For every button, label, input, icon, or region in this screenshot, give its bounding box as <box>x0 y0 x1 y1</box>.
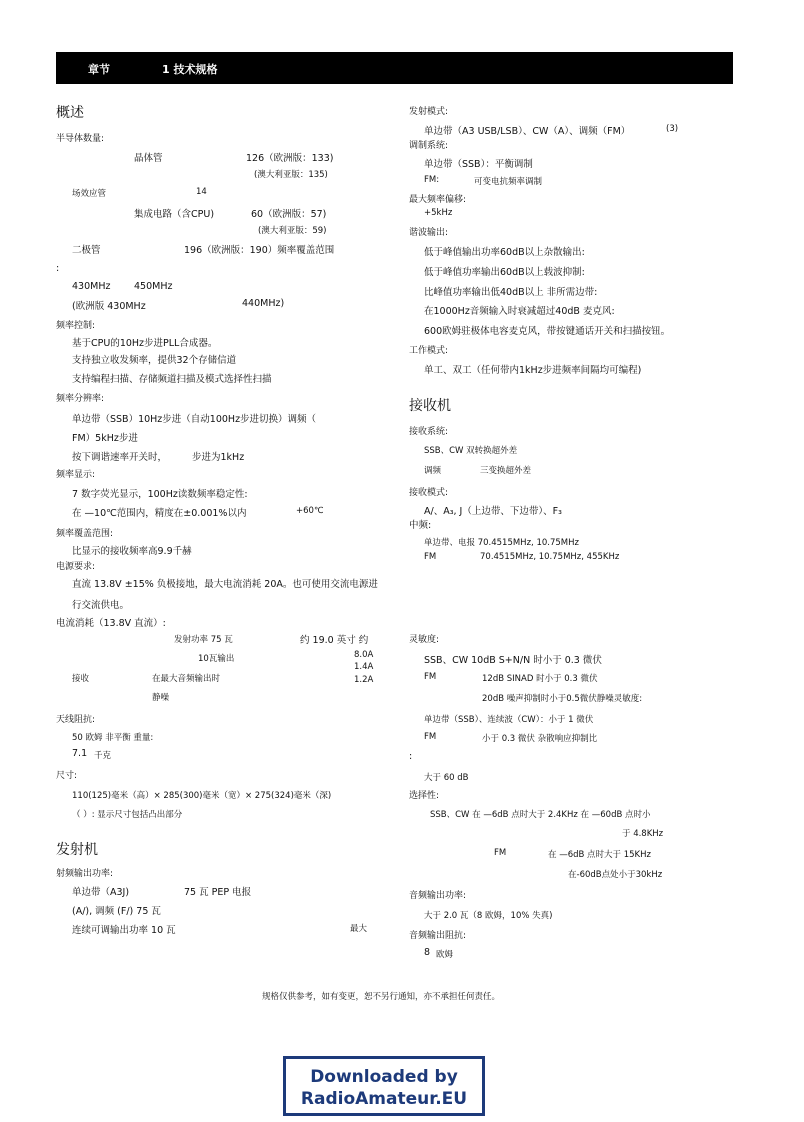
current-quiet: 静噪 <box>152 693 170 703</box>
rx-mode-1: A/、A₃, J（上边带、下边带）、F₃ <box>424 506 562 517</box>
if-1: 单边带、电报 70.4515MHz, 10.75MHz <box>424 538 579 548</box>
modulation-1: 单边带（SSB）：平衡调制 <box>424 159 533 170</box>
op-mode-label: 工作模式: <box>409 346 449 356</box>
selectivity-4: 在-60dB点处小于30kHz <box>568 870 663 880</box>
spurious-1: 低于峰值输出功率60dB以上杂散输出: <box>424 247 585 258</box>
selectivity-1: SSB、CW 在 —6dB 点时大于 2.4KHz 在 —60dB 点时小 <box>430 810 651 820</box>
deviation-1: +5kHz <box>424 208 453 218</box>
power-2: 行交流供电。 <box>72 600 130 611</box>
af-power-1: 大于 2.0 瓦（8 欧姆，10% 失真) <box>424 911 553 921</box>
size-label: 尺寸: <box>56 771 78 781</box>
spurious-4: 在1000Hz音频输入时衰减超过40dB 麦克风: <box>424 306 615 317</box>
selectivity-2: 于 4.8KHz <box>622 829 664 839</box>
af-impedance-unit: 欧姆 <box>436 950 454 960</box>
ic-aus: (澳大利亚版：59) <box>258 226 327 236</box>
display-label: 频率显示: <box>56 470 96 480</box>
rf-output-3b: 最大 <box>350 924 368 934</box>
freq-eu-upper: 440MHz) <box>242 298 285 309</box>
sensitivity-5: FM <box>424 732 437 742</box>
chapter-title: 1 技术规格 <box>162 63 218 76</box>
af-impedance-label: 音频输出阻抗: <box>409 931 467 941</box>
diode-label: 二极管 <box>72 245 101 256</box>
deviation-label: 最大频率偏移: <box>409 195 467 205</box>
sensitivity-5b: 小于 0.3 微伏 杂散响应抑制比 <box>482 734 598 744</box>
rx-colon: : <box>409 751 413 762</box>
sensitivity-label: 灵敏度: <box>409 635 440 645</box>
spurious-label: 谐波输出: <box>409 228 449 238</box>
tx-mode-1: 单边带（A3 USB/LSB）、CW（A）、调频（FM） <box>424 126 631 137</box>
freq-lower: 430MHz <box>72 281 111 292</box>
resolution-2: FM）5kHz步进 <box>72 433 138 444</box>
colon: : <box>56 263 60 274</box>
rf-output-label: 射频输出功率: <box>56 869 114 879</box>
receiver-heading: 接收机 <box>409 398 451 414</box>
if-2b: 70.4515MHz, 10.75MHz, 455KHz <box>480 552 620 562</box>
display-2b: +60℃ <box>296 506 324 516</box>
selectivity-3b: 在 —6dB 点时大于 15KHz <box>548 850 651 860</box>
if-2: FM <box>424 552 437 562</box>
transistor-value: 126（欧洲版：133) <box>246 153 334 164</box>
badge-line-2: RadioAmateur.EU <box>300 1089 468 1109</box>
tx-mode-label: 发射模式: <box>409 107 449 117</box>
freq-eu: (欧洲版 430MHz <box>72 301 146 312</box>
weight-value: 7.1 <box>72 748 88 759</box>
display-1: 7 数字荧光显示，100Hz读数频率稳定性: <box>72 489 248 500</box>
sensitivity-2: FM <box>424 672 437 682</box>
spurious-rejection-1: 大于 60 dB <box>424 773 469 783</box>
badge-line-1: Downloaded by <box>310 1067 458 1087</box>
rf-output-1b: 75 瓦 PEP 电报 <box>184 887 252 898</box>
af-power-label: 音频输出功率: <box>409 891 467 901</box>
freq-control-3: 支持编程扫描、存储频道扫描及模式选择性扫描 <box>72 374 272 385</box>
weight-unit: 千克 <box>94 751 112 761</box>
antenna-1: 50 欧姆 非平衡 重量: <box>72 733 154 743</box>
freq-control-label: 频率控制: <box>56 321 96 331</box>
freq-upper: 450MHz <box>134 281 173 292</box>
current-label: 电流消耗（13.8V 直流）: <box>56 618 166 629</box>
resolution-label: 频率分辨率: <box>56 394 105 404</box>
tx-mode-1b: (3) <box>666 124 679 134</box>
current-value-1: 8.0A <box>354 650 374 660</box>
rx-system-label: 接收系统: <box>409 427 449 437</box>
sensitivity-1: SSB、CW 10dB S+N/N 时小于 0.3 微伏 <box>424 655 602 666</box>
sensitivity-3: 20dB 噪声抑制时小于0.5微伏静噪灵敏度: <box>482 694 643 704</box>
current-value-2: 1.4A <box>354 662 374 672</box>
spurious-3: 比峰值功率输出低40dB以上 非所需边带: <box>424 287 598 298</box>
transistor-label: 晶体管 <box>134 153 163 164</box>
rf-output-2: (A/), 调频 (F/) 75 瓦 <box>72 906 161 917</box>
transistor-aus: (澳大利亚版：135) <box>254 170 328 180</box>
fet-label: 场效应管 <box>72 189 107 199</box>
resolution-3: 按下调谐速率开关时， <box>72 452 168 463</box>
sensitivity-4: 单边带（SSB）、连续波（CW）：小于 1 微伏 <box>424 715 594 725</box>
selectivity-3: FM <box>494 848 507 858</box>
power-label: 电源要求: <box>56 562 96 572</box>
diode-value: 196（欧洲版：190）频率覆盖范围 <box>184 245 335 256</box>
rx-system-2: 调频 <box>424 466 442 476</box>
antenna-label: 天线阻抗: <box>56 715 96 725</box>
if-label: 中频: <box>409 520 432 531</box>
rf-output-1: 单边带（A3J) <box>72 887 130 898</box>
fet-value: 14 <box>196 187 207 197</box>
ic-label: 集成电路（含CPU) <box>134 209 215 220</box>
footer-note: 规格仅供参考，如有变更，恕不另行通知，亦不承担任何责任。 <box>262 992 501 1002</box>
rf-output-3: 连续可调输出功率 10 瓦 <box>72 925 176 936</box>
power-1: 直流 13.8V ±15% 负极接地，最大电流消耗 20A。也可使用交流电源进 <box>72 579 378 590</box>
transmitter-heading: 发射机 <box>56 842 98 858</box>
freq-control-2: 支持独立收发频率，提供32个存储信道 <box>72 355 237 366</box>
current-tx-b: 约 19.0 英寸 约 <box>300 635 369 646</box>
rx-system-2b: 三变换超外差 <box>480 466 532 476</box>
modulation-label: 调制系统: <box>409 141 449 151</box>
modulation-2: FM: <box>424 175 440 185</box>
semiconductors-label: 半导体数量: <box>56 134 105 144</box>
overview-heading: 概述 <box>56 105 84 121</box>
ic-value: 60（欧洲版：57) <box>251 209 327 220</box>
selectivity-label: 选择性: <box>409 791 440 801</box>
display-2: 在 —10℃范围内，精度在±0.001%以内 <box>72 508 247 519</box>
current-rx-max: 在最大音频输出时 <box>152 674 221 684</box>
size-1: 110(125)毫米（高）× 285(300)毫米（宽）× 275(324)毫米（深) <box>72 791 332 801</box>
size-2: （ ）: 显示尺寸包括凸出部分 <box>72 810 183 820</box>
af-impedance-value: 8 <box>424 947 431 958</box>
op-mode-1: 单工、双工（任何带内1kHz步进频率间隔均可编程) <box>424 365 642 376</box>
current-rx: 接收 <box>72 674 90 684</box>
rx-mode-label: 接收模式: <box>409 488 449 498</box>
current-tx: 发射功率 75 瓦 <box>174 635 233 645</box>
download-badge <box>283 1056 485 1116</box>
spurious-2: 低于峰值功率输出60dB以上载波抑制: <box>424 267 585 278</box>
current-value-3: 1.2A <box>354 675 374 685</box>
current-10w: 10瓦输出 <box>198 654 235 664</box>
resolution-1: 单边带（SSB）10Hz步进（自动100Hz步进切换）调频（ <box>72 414 317 425</box>
modulation-2b: 可变电抗频率调制 <box>474 177 543 187</box>
coverage-1: 比显示的接收频率高9.9千赫 <box>72 546 192 557</box>
coverage-label: 频率覆盖范围: <box>56 529 114 539</box>
freq-control-1: 基于CPU的10Hz步进PLL合成器。 <box>72 338 218 349</box>
rx-system-1: SSB、CW 双转换超外差 <box>424 446 518 456</box>
resolution-3b: 步进为1kHz <box>192 452 245 463</box>
chapter-header-bar <box>56 52 733 84</box>
chapter-label: 章节 <box>88 63 110 76</box>
sensitivity-2b: 12dB SINAD 时小于 0.3 微伏 <box>482 674 598 684</box>
spurious-5: 600欧姆驻极体电容麦克风，带按键通话开关和扫描按钮。 <box>424 326 671 337</box>
